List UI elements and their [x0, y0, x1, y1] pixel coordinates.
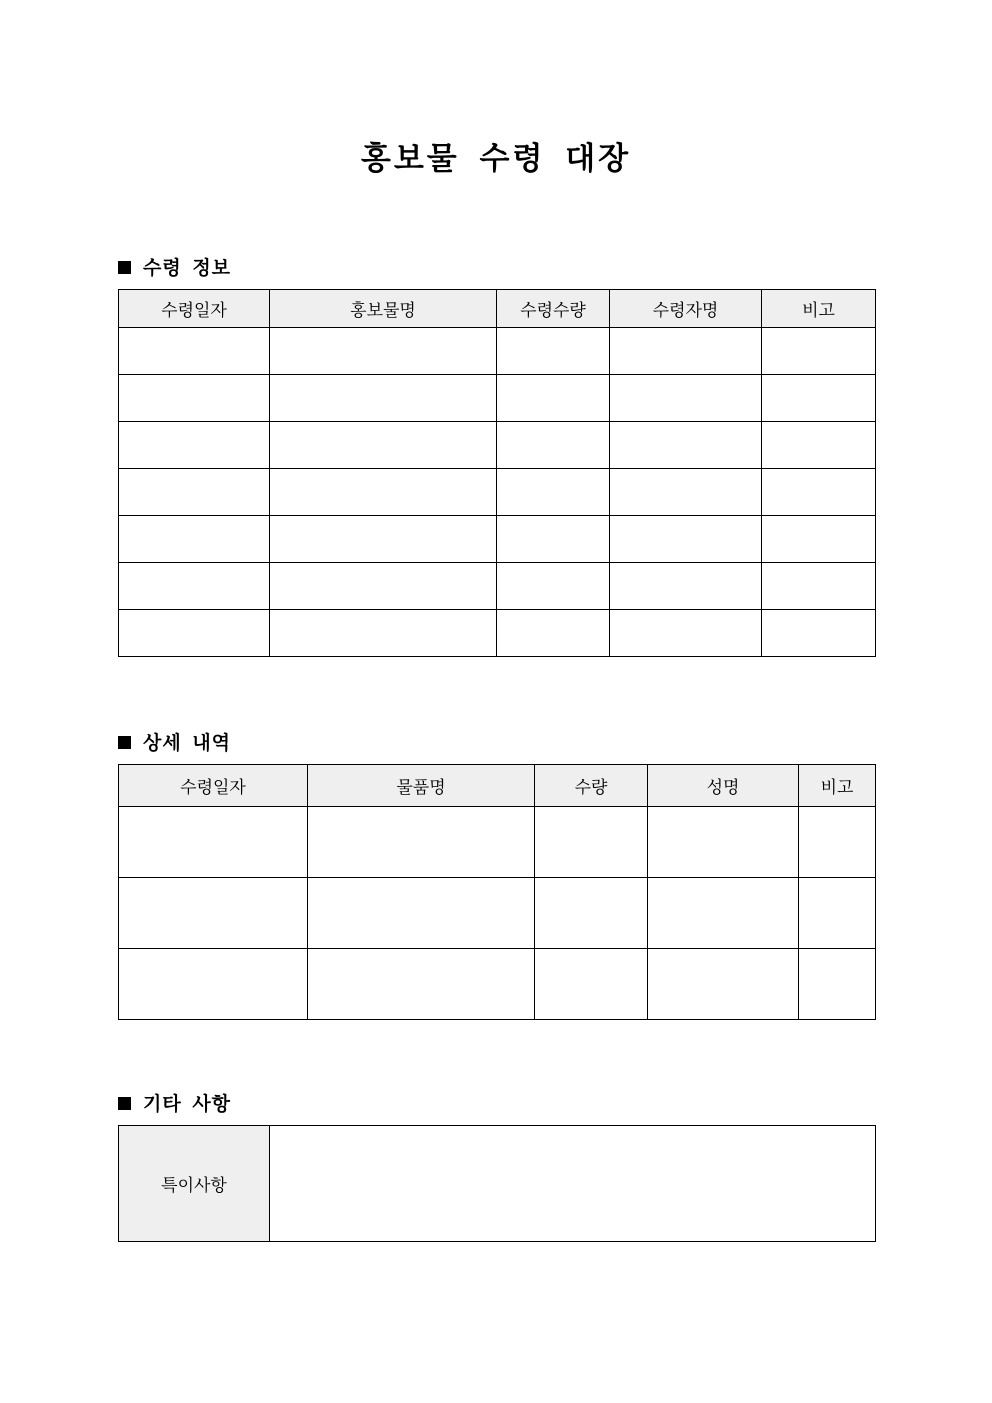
table-cell[interactable] [762, 563, 876, 610]
table-row [119, 375, 876, 422]
table-cell[interactable] [119, 610, 270, 657]
document-title: 홍보물 수령 대장 [360, 141, 632, 177]
table-row [119, 469, 876, 516]
table-cell[interactable] [497, 516, 610, 563]
table-cell[interactable] [762, 610, 876, 657]
table-row [119, 949, 876, 1020]
section-heading-label: 수령 정보 [143, 257, 232, 279]
column-header: 물품명 [308, 765, 535, 807]
section-heading-other [118, 1089, 231, 1116]
table-cell[interactable] [119, 878, 308, 949]
table-cell[interactable] [535, 949, 648, 1020]
table-cell[interactable] [270, 563, 497, 610]
table-row [119, 878, 876, 949]
table-cell[interactable] [270, 375, 497, 422]
column-header: 수령일자 [119, 765, 308, 807]
table-cell[interactable] [119, 469, 270, 516]
details-table [118, 764, 876, 1020]
table-cell[interactable] [799, 949, 876, 1020]
table-cell[interactable] [270, 469, 497, 516]
table-row [119, 516, 876, 563]
table-cell[interactable] [497, 469, 610, 516]
column-header: 홍보물명 [270, 290, 497, 328]
column-header: 수령자명 [610, 290, 762, 328]
table-cell[interactable] [270, 328, 497, 375]
table-row [119, 610, 876, 657]
table-cell[interactable] [119, 516, 270, 563]
table-row [119, 807, 876, 878]
table-cell[interactable] [762, 516, 876, 563]
table-cell[interactable] [119, 807, 308, 878]
table-cell[interactable] [270, 516, 497, 563]
table-row [119, 1126, 876, 1242]
table-row [119, 422, 876, 469]
table-header-row [119, 765, 876, 807]
table-cell[interactable] [119, 422, 270, 469]
table-cell[interactable] [648, 807, 799, 878]
table-cell[interactable] [610, 610, 762, 657]
table-cell[interactable] [610, 516, 762, 563]
table-cell[interactable] [119, 375, 270, 422]
table-cell[interactable] [762, 328, 876, 375]
table-cell[interactable] [610, 328, 762, 375]
table-cell[interactable] [270, 422, 497, 469]
table-cell[interactable] [610, 422, 762, 469]
table-cell[interactable] [610, 375, 762, 422]
square-bullet-icon [118, 261, 131, 274]
section-heading-details [118, 728, 231, 755]
table-cell[interactable] [308, 949, 535, 1020]
table-cell[interactable] [535, 807, 648, 878]
table-cell[interactable] [308, 807, 535, 878]
column-header: 성명 [648, 765, 799, 807]
section-heading-receipt-info [118, 253, 231, 280]
table-cell[interactable] [497, 328, 610, 375]
column-header: 비고 [799, 765, 876, 807]
notes-table [118, 1125, 876, 1242]
table-cell[interactable] [799, 878, 876, 949]
table-cell[interactable] [762, 375, 876, 422]
table-cell[interactable] [610, 563, 762, 610]
table-cell[interactable] [308, 878, 535, 949]
table-cell[interactable] [497, 610, 610, 657]
receipt-info-table [118, 289, 876, 657]
table-cell[interactable] [762, 422, 876, 469]
column-header: 수량 [535, 765, 648, 807]
table-cell[interactable] [270, 610, 497, 657]
table-header-row [119, 290, 876, 328]
square-bullet-icon [118, 736, 131, 749]
table-row [119, 563, 876, 610]
table-cell[interactable] [648, 878, 799, 949]
notes-field[interactable] [270, 1126, 876, 1242]
column-header: 수령수량 [497, 290, 610, 328]
table-cell[interactable] [535, 878, 648, 949]
table-cell[interactable] [497, 563, 610, 610]
section-heading-label: 상세 내역 [143, 732, 232, 754]
table-cell[interactable] [119, 563, 270, 610]
table-cell[interactable] [497, 375, 610, 422]
notes-label: 특이사항 [119, 1126, 270, 1242]
table-cell[interactable] [762, 469, 876, 516]
table-cell[interactable] [799, 807, 876, 878]
table-cell[interactable] [119, 328, 270, 375]
table-cell[interactable] [648, 949, 799, 1020]
column-header: 수령일자 [119, 290, 270, 328]
section-heading-label: 기타 사항 [143, 1093, 232, 1115]
table-row [119, 328, 876, 375]
table-cell[interactable] [610, 469, 762, 516]
square-bullet-icon [118, 1097, 131, 1110]
table-cell[interactable] [497, 422, 610, 469]
column-header: 비고 [762, 290, 876, 328]
table-cell[interactable] [119, 949, 308, 1020]
